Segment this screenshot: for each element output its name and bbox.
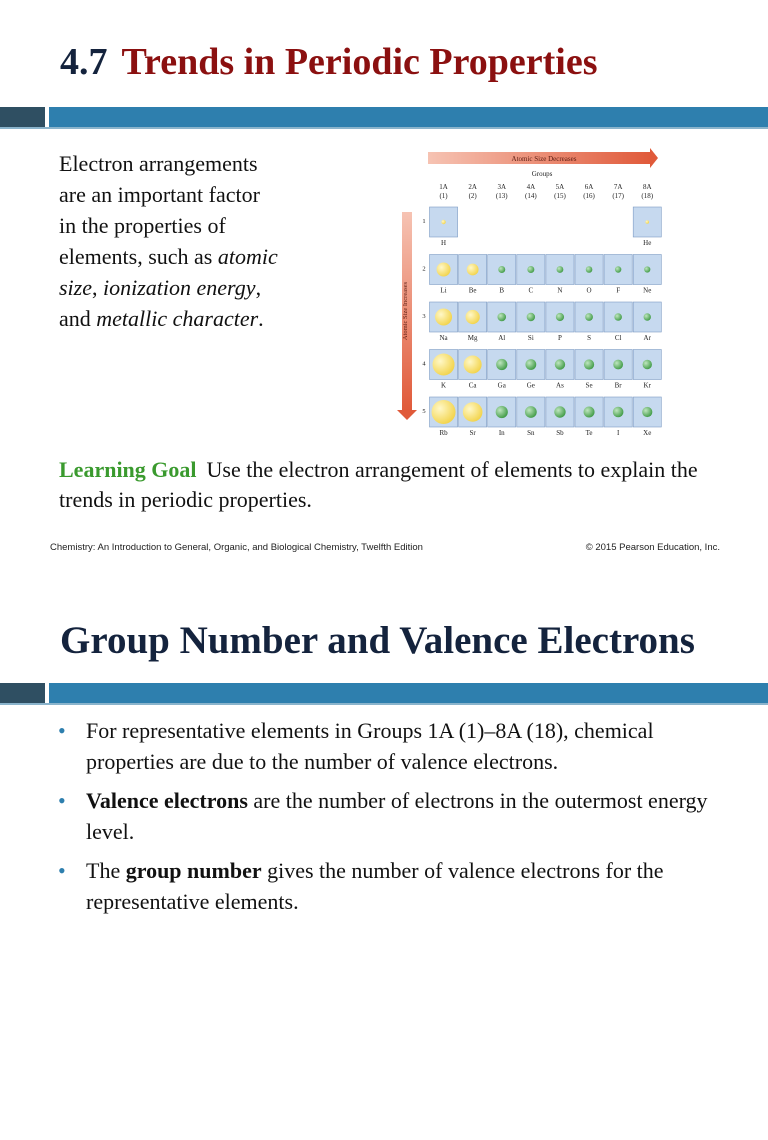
intro-line: and metallic character.: [59, 306, 264, 331]
element-symbol: Li: [440, 286, 447, 295]
slide-valence: [0, 580, 768, 1140]
group-number: 3A: [497, 183, 507, 191]
element-symbol: I: [616, 429, 620, 437]
element-symbol: K: [441, 381, 447, 390]
title-text: Trends in Periodic Properties: [121, 41, 598, 83]
element-symbol: Kr: [643, 381, 651, 390]
atom-sphere: [441, 220, 445, 224]
period-number: 3: [422, 313, 426, 320]
group-number: (15): [554, 192, 566, 200]
group-number: (1): [439, 192, 448, 200]
bullet-item: • For representative elements in Groups 1A (1)–8A (18), chemical properties are due to the number of valence electrons.: [58, 715, 718, 777]
period-number: 5: [422, 408, 426, 415]
intro-line: in the properties of: [59, 213, 226, 238]
atom-sphere: [584, 407, 595, 418]
atom-sphere: [496, 406, 508, 418]
atom-sphere: [525, 406, 537, 418]
arrow-head-icon: [397, 410, 417, 420]
group-number: 7A: [613, 183, 623, 191]
element-symbol: Ar: [643, 334, 651, 342]
group-number: 8A: [642, 183, 652, 191]
groups-label: Groups: [531, 170, 553, 178]
element-symbol: Si: [527, 334, 534, 342]
element-symbol: B: [499, 286, 505, 295]
period-number: 2: [422, 265, 426, 273]
bullet-icon: •: [58, 788, 66, 813]
slide-trends: [0, 0, 768, 560]
atom-sphere: [557, 266, 564, 273]
group-number: 4A: [526, 183, 536, 191]
element-symbol: F: [616, 286, 621, 295]
intro-line: are an important factor: [59, 182, 260, 207]
atom-sphere: [464, 356, 482, 374]
element-symbol: H: [441, 239, 447, 247]
bullet-item: • The group number gives the number of valence electrons for the representative elements.: [58, 855, 718, 917]
atom-sphere: [586, 266, 593, 273]
atom-sphere: [643, 360, 652, 369]
atom-sphere: [644, 266, 650, 272]
element-symbol: Na: [439, 334, 448, 342]
element-symbol: C: [528, 286, 534, 295]
atom-sphere: [432, 400, 456, 424]
atom-sphere: [527, 313, 535, 321]
element-symbol: S: [587, 334, 592, 342]
title-divider-bar: [0, 683, 768, 703]
bullet-icon: •: [58, 718, 66, 743]
element-symbol: Rb: [439, 429, 448, 437]
element-symbol: Ne: [643, 286, 652, 295]
atom-sphere: [525, 359, 536, 370]
intro-paragraph: [59, 148, 349, 334]
learning-goal-label: Learning Goal: [59, 457, 197, 482]
title-divider-bar: [0, 107, 768, 127]
element-symbol: Br: [614, 381, 622, 390]
element-symbol: Sb: [556, 429, 564, 437]
element-symbol: Ca: [468, 381, 477, 390]
atom-sphere: [554, 406, 565, 417]
atom-sphere: [555, 359, 565, 369]
slide-title: [60, 40, 598, 84]
group-number: 1A: [439, 183, 448, 191]
intro-line: Electron arrangements: [59, 151, 258, 176]
footer-source: Chemistry: An Introduction to General, Organic, and Biological Chemistry, Twelfth Edition: [50, 542, 423, 553]
atom-sphere: [467, 264, 479, 276]
element-symbol: Ge: [526, 381, 535, 390]
element-symbol: Te: [585, 429, 593, 437]
group-number: (14): [525, 192, 537, 200]
element-symbol: As: [556, 381, 564, 390]
group-number: 5A: [555, 183, 565, 191]
group-number: (13): [495, 192, 508, 200]
group-number: 2A: [468, 183, 477, 191]
atom-sphere: [613, 407, 624, 418]
element-symbol: In: [498, 429, 505, 437]
arrow-left-label: Atomic Size Increases: [402, 281, 409, 341]
element-symbol: He: [643, 239, 652, 247]
atom-sphere: [644, 313, 651, 320]
atom-sphere: [463, 402, 483, 422]
bullet-icon: •: [58, 858, 66, 883]
bullet-list: [58, 715, 718, 925]
atom-sphere: [435, 309, 452, 326]
atom-sphere: [437, 263, 451, 277]
intro-line: size, ionization energy,: [59, 275, 262, 300]
arrow-top-label: Atomic Size Decreases: [511, 155, 577, 163]
atom-sphere: [642, 407, 652, 417]
element-symbol: Sn: [527, 429, 535, 437]
element-symbol: Ga: [497, 381, 506, 390]
atom-sphere: [613, 360, 623, 370]
group-number: 6A: [584, 183, 594, 191]
atom-sphere: [585, 313, 593, 321]
group-number: (18): [641, 192, 654, 200]
group-number: (16): [583, 192, 595, 200]
atom-sphere: [527, 266, 534, 273]
group-number: (2): [468, 192, 477, 200]
element-symbol: Sr: [469, 429, 476, 437]
atomic-size-figure: [396, 146, 662, 438]
atom-sphere: [498, 266, 505, 273]
element-symbol: Se: [585, 381, 593, 390]
element-symbol: N: [557, 286, 563, 295]
slide-title: Group Number and Valence Electrons: [60, 619, 695, 662]
element-symbol: Be: [468, 286, 477, 295]
atom-sphere: [466, 310, 480, 324]
group-number: (17): [612, 192, 624, 200]
atom-sphere: [645, 220, 649, 224]
bullet-item: • Valence electrons are the number of electrons in the outermost energy level.: [58, 785, 718, 847]
atom-sphere: [615, 266, 621, 272]
element-symbol: Cl: [614, 334, 622, 342]
element-symbol: P: [557, 334, 562, 342]
atom-sphere: [584, 359, 594, 369]
atom-sphere: [496, 359, 507, 370]
atom-sphere: [433, 354, 455, 376]
footer-copyright: © 2015 Pearson Education, Inc.: [585, 542, 720, 553]
element-symbol: Mg: [467, 334, 478, 342]
element-symbol: Al: [498, 334, 506, 342]
learning-goal: [59, 455, 739, 515]
atom-sphere: [497, 313, 506, 322]
atom-sphere: [556, 313, 564, 321]
arrow-head-icon: [650, 148, 658, 168]
period-number: 1: [422, 218, 426, 225]
section-number: 4.7: [60, 41, 108, 83]
learning-goal-text: Use the electron arrangement of elements to explain the trends in periodic properties.: [59, 457, 698, 512]
period-number: 4: [422, 360, 426, 368]
intro-line: elements, such as atomic: [59, 244, 278, 269]
periodic-table-diagram: [396, 146, 662, 438]
element-symbol: Xe: [643, 429, 652, 437]
element-symbol: O: [586, 286, 592, 295]
atom-sphere: [614, 313, 622, 321]
